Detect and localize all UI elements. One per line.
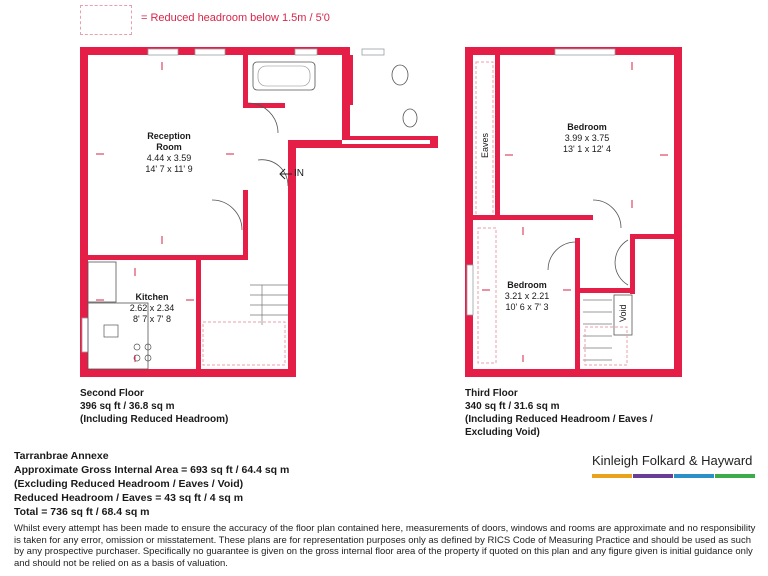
bedroom-2-dims-metric: 3.21 x 2.21 (504, 291, 550, 301)
third-floor-plan (465, 47, 682, 377)
staircase (250, 285, 288, 325)
window (148, 49, 178, 55)
third-floor-title: Third Floor (465, 388, 518, 399)
reduced-headroom-area (478, 228, 496, 363)
eaves-label: Eaves (480, 132, 490, 158)
reduced-headroom-area-total: Reduced Headroom / Eaves = 43 sq ft / 4 sq m (14, 492, 244, 504)
bedroom-2-name: Bedroom (507, 280, 547, 290)
brand-bar-purple (633, 474, 673, 478)
kitchen-dims-imperial: 8' 7 x 7' 8 (133, 314, 171, 324)
wall-hall-lower (243, 190, 248, 260)
gross-internal-area: Approximate Gross Internal Area = 693 sq ft / 64.4 sq m (14, 464, 290, 476)
hob-ring (134, 344, 140, 350)
staircase (583, 300, 612, 360)
third-floor-note-line2: Excluding Void) (465, 427, 540, 438)
total-area: Total = 736 sq ft / 68.4 sq m (14, 506, 150, 518)
basin (403, 109, 417, 127)
third-floor-area: 340 sq ft / 31.6 sq m (465, 401, 560, 412)
kitchen-name: Kitchen (135, 292, 169, 302)
door-swing (593, 200, 621, 228)
bedroom-1-label (563, 122, 611, 155)
third-floor-note-line1: (Including Reduced Headroom / Eaves / (465, 414, 653, 425)
kitchen-label (130, 292, 175, 325)
void-label: Void (618, 304, 628, 322)
second-floor-outer-wall (80, 47, 438, 377)
reception-room-label (143, 131, 195, 175)
window (295, 49, 317, 55)
second-floor-note: (Including Reduced Headroom) (80, 414, 229, 425)
wall-bedrooms-right (630, 234, 674, 239)
wall-bath-divider (348, 55, 353, 105)
reduced-headroom-area (585, 327, 627, 365)
sink (104, 325, 118, 337)
second-floor-caption (80, 387, 228, 426)
toilet (392, 65, 408, 85)
kitchen-dims-metric: 2.62 x 2.34 (129, 303, 175, 313)
wall-hall-top (243, 55, 248, 103)
door-swing (615, 240, 628, 285)
reception-room-dims-imperial: 14' 7 x 11' 9 (145, 164, 193, 174)
reduced-headroom-area (203, 322, 285, 365)
bedroom-2-dims-imperial: 10' 6 x 7' 3 (505, 302, 549, 312)
wall-bedrooms (473, 215, 593, 220)
brand-bar-green (715, 474, 755, 478)
second-floor-title: Second Floor (80, 388, 144, 399)
window (362, 49, 384, 55)
entrance-label: IN (294, 168, 304, 179)
bedroom-1-dims-imperial: 13' 1 x 12' 4 (563, 144, 611, 154)
window (82, 318, 88, 352)
disclaimer-text: Whilst every attempt has been made to ensure the accuracy of the floor plan contained here, measurements of doors, windows and rooms are approximate and no responsibility is taken for any error, omission or misstatement. These plans are for representation purposes only as defined by RICS Code of Measuring Practice and should be used as such by any prospective purchaser. Specifically no guarantee is given on the gross internal floor area of the property if quoted on this plan and any figure given is initial guidance only and should not be relied on as a basis of valuation. (14, 523, 756, 569)
door-swing (258, 160, 288, 186)
bedroom-1-dims-metric: 3.99 x 3.75 (564, 133, 610, 143)
gross-internal-area-note: (Excluding Reduced Headroom / Eaves / Void) (14, 478, 244, 490)
second-floor-plan (80, 47, 438, 377)
second-floor-area: 396 sq ft / 36.8 sq m (80, 401, 175, 412)
window (555, 49, 615, 55)
reception-room-dims-metric: 4.44 x 3.59 (146, 153, 192, 163)
property-name: Tarranbrae Annexe (14, 450, 109, 462)
area-summary (14, 449, 289, 519)
window (467, 265, 473, 315)
wall-landing (580, 288, 634, 293)
wall-bedroom2-right (575, 238, 580, 369)
reception-room-name: Reception Room (147, 131, 191, 152)
door-swing (548, 242, 576, 270)
bedroom-1-name: Bedroom (567, 122, 607, 132)
wall-kitchen-right (196, 258, 201, 369)
kitchen-counter (88, 262, 116, 302)
brand-bar-blue (674, 474, 714, 478)
window (195, 49, 225, 55)
wall-eaves (495, 55, 500, 220)
brand-bar-orange (592, 474, 632, 478)
door-swing (212, 200, 242, 230)
reduced-headroom-legend-text: = Reduced headroom below 1.5m / 5'0 (141, 12, 330, 24)
wall-void (630, 234, 635, 294)
brand-logo-text: Kinleigh Folkard & Hayward (592, 453, 753, 468)
third-floor-caption (465, 387, 653, 439)
bedroom-2-label (505, 280, 550, 313)
wall-reception-kitchen (88, 255, 248, 260)
